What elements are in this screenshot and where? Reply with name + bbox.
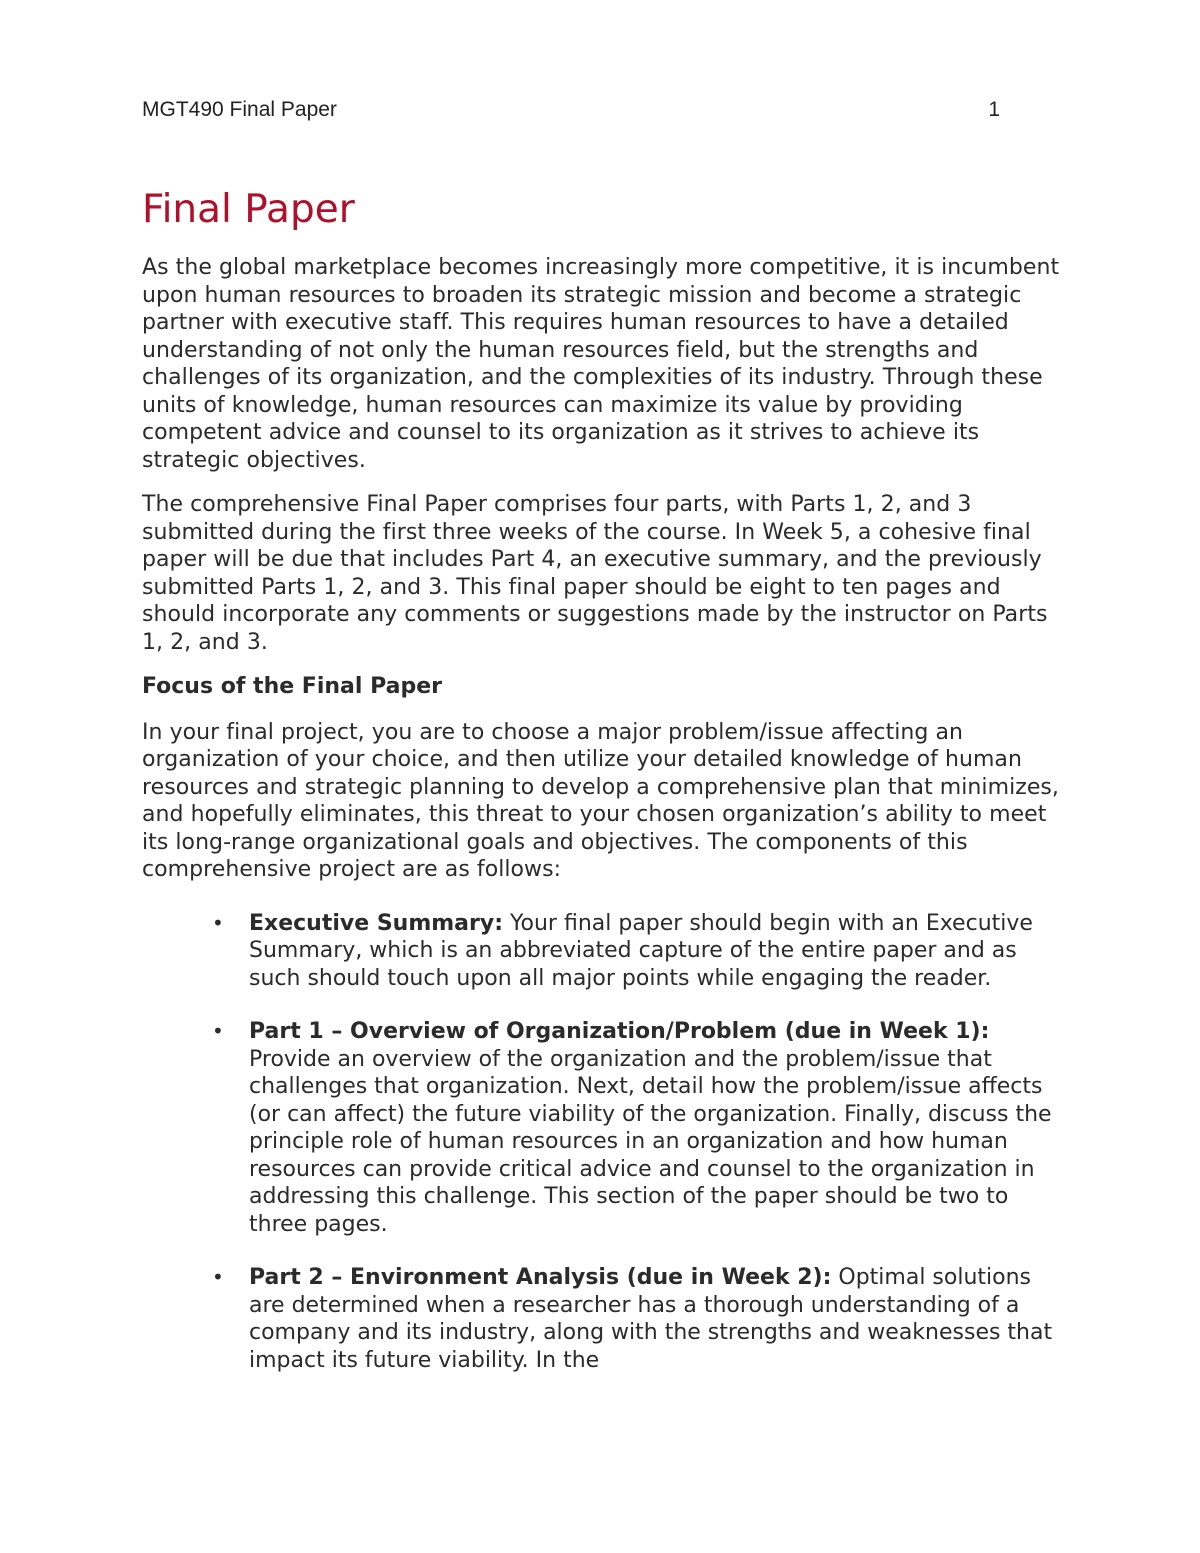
document-body	[142, 184, 1072, 1400]
list-item-part-2	[142, 1264, 1072, 1374]
list-item-text: Optimal solutions are determined when a researcher has a thorough understanding of a company and its industry, along with the strengths and weaknesses that impact its future viability. In the	[249, 1265, 1053, 1373]
list-item-text: Provide an overview of the organization and the problem/issue that challenges that organization. Next, detail how the problem/issue affects (or can affect) the future viability of the organization. Finally, discuss the principle role of human resources in an organization and how human resources can provide critical advice and counsel to the organization in addressing this challenge. This section of the paper should be two to three pages.	[249, 1046, 1052, 1237]
bullet-icon: •	[212, 1019, 224, 1043]
list-item-lead: Part 2 – Environment Analysis (due in Week 2):	[249, 1265, 832, 1290]
bullet-icon: •	[212, 1265, 224, 1289]
overview-paragraph: The comprehensive Final Paper comprises four parts, with Parts 1, 2, and 3 submitted during the first three weeks of the course. In Week 5, a cohesive final paper will be due that includes Part 4, an executive summary, and the previously submitted Parts 1, 2, and 3. This final paper should be eight to ten pages and should incorporate any comments or suggestions made by the instructor on Parts 1, 2, and 3.	[142, 492, 1048, 655]
list-item-text: Your final paper should begin with an Executive Summary, which is an abbreviated capture of the entire paper and as such should touch upon all major points while engaging the reader.	[249, 910, 1033, 991]
running-header	[142, 98, 1000, 122]
intro-paragraph: As the global marketplace becomes increasingly more competitive, it is incumbent upon human resources to broaden its strategic mission and become a strategic partner with executive staff. This requires human resources to have a detailed understanding of not only the human resources field, but the strengths and challenges of its organization, and the complexities of its industry. Through these units of knowledge, human resources can maximize its value by providing competent advice and counsel to its organization as it strives to achieve its strategic objectives.	[142, 255, 1060, 473]
document-title: Final Paper	[142, 187, 355, 232]
components-list	[142, 910, 1072, 1375]
section-heading: Focus of the Final Paper	[142, 674, 442, 699]
bullet-icon: •	[212, 910, 224, 935]
list-item-part-1	[142, 1018, 1072, 1238]
section-paragraph: In your final project, you are to choose a major problem/issue affecting an organization of your choice, and then utilize your detailed knowledge of human resources and strategic planning to develop a comprehensive plan that minimizes, and hopefully eliminates, this threat to your chosen organization’s ability to meet its long-range organizational goals and objectives. The components of this comprehensive project are as follows:	[142, 719, 1059, 882]
list-item-lead: Part 1 – Overview of Organization/Problem (due in Week 1):	[249, 1019, 990, 1044]
running-title: MGT490 Final Paper	[142, 98, 337, 121]
page-number: 1	[988, 98, 1000, 121]
list-item-lead: Executive Summary:	[249, 910, 504, 936]
list-item-executive-summary	[142, 910, 1072, 993]
